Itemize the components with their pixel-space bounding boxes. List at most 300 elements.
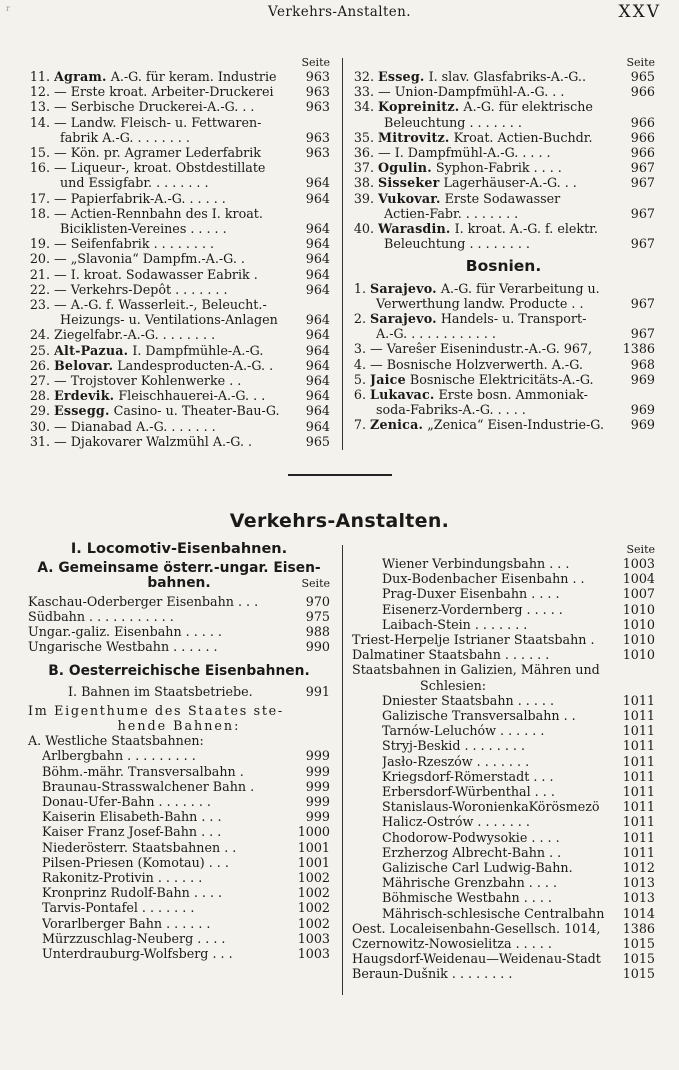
- page-ref: 966: [630, 114, 655, 130]
- entry-number: 4.: [353, 356, 366, 372]
- entry-number: 33.: [353, 84, 374, 100]
- page-ref: 963: [305, 84, 330, 100]
- index-entry: [28, 251, 330, 266]
- page-ref: 1010: [622, 601, 655, 617]
- entry-text: Braunau-Strasswalchener Bahn .: [42, 778, 255, 794]
- page-ref: 1001: [297, 839, 330, 855]
- entry-keyword: Zenica.: [370, 417, 424, 433]
- entry-text: Actien-Fabr. . . . . . . .: [384, 205, 519, 221]
- entry-number: 12.: [29, 84, 50, 100]
- page-ref: 964: [305, 281, 330, 297]
- index-entry: [42, 900, 330, 915]
- entry-number: 31.: [29, 433, 50, 449]
- entry-number: 3.: [353, 341, 366, 357]
- entry-number: 21.: [29, 266, 50, 282]
- page-ref: 966: [630, 145, 655, 161]
- page-number: XXV: [618, 2, 661, 22]
- entry-number: 17.: [29, 190, 50, 206]
- entry-text: Zenica. „Zenica“ Eisen-Industrie-G.: [370, 417, 605, 433]
- page-ref: 963: [305, 99, 330, 115]
- index-entry: [28, 115, 330, 130]
- entry-text: — Union-Dampfmühl-A.-G. . .: [378, 84, 565, 100]
- entry-number: 22.: [29, 281, 50, 297]
- index-entry: [28, 206, 330, 221]
- index-entry-continuation: [352, 206, 655, 221]
- index-entry-continuation: [352, 236, 655, 251]
- index-entry: [28, 373, 330, 388]
- entry-number: 24.: [29, 327, 50, 343]
- entry-text: Stryj-Beskid . . . . . . . .: [382, 738, 525, 754]
- index-entry: [382, 586, 655, 601]
- index-entry: [352, 387, 655, 402]
- page-ref: 1011: [622, 768, 655, 784]
- page-ref: 966: [630, 84, 655, 100]
- entry-number: 25.: [29, 342, 50, 358]
- entry-text: Niederösterr. Staatsbahnen . .: [42, 839, 237, 855]
- page-ref: 964: [305, 418, 330, 434]
- entry-text: — I. Dampfmühl-A.-G. . . . .: [378, 145, 551, 161]
- index-entry: [352, 341, 655, 356]
- index-entry: [28, 160, 330, 175]
- page-ref: 1011: [622, 692, 655, 708]
- index-entry-continuation: [352, 402, 655, 417]
- entry-number: 40.: [353, 221, 374, 237]
- entry-text: Kaiserin Elisabeth-Bahn . . .: [42, 809, 222, 825]
- page-ref: 1003: [297, 946, 330, 962]
- index-entry: [42, 855, 330, 870]
- index-entry: [42, 916, 330, 931]
- top-left-column: [28, 56, 330, 449]
- page-ref: 1011: [622, 738, 655, 754]
- entry-text: Sisseker Lagerhäuser-A.-G. . .: [378, 175, 577, 191]
- entry-text: Sarajevo. A.-G. für Verarbeitung u.: [370, 280, 600, 296]
- entry-text: Stanislaus-WoronienkaKörösmezö: [382, 799, 600, 815]
- entry-text: Halicz-Ostrów . . . . . . .: [382, 814, 530, 830]
- entry-text: Wiener Verbindungsbahn . . .: [382, 556, 570, 571]
- entry-text: — Kön. pr. Agramer Lederfabrik: [54, 145, 261, 161]
- westliche-heading: A. Westliche Staatsbahnen:: [28, 733, 204, 749]
- entry-keyword: Sarajevo.: [370, 311, 437, 327]
- seite-label: Seite: [626, 543, 655, 556]
- page-ref: 1011: [622, 753, 655, 769]
- entry-keyword: Agram.: [54, 69, 107, 84]
- page-ref: 1002: [297, 915, 330, 931]
- entry-text: Jaice Bosnische Elektricitäts-A.-G.: [370, 371, 594, 387]
- entry-number: 37.: [353, 160, 374, 176]
- galizien-heading-line1: Staatsbahnen in Galizien, Mähren und: [352, 662, 600, 678]
- entry-keyword: Vukovar.: [378, 190, 441, 206]
- entry-text: — I. kroat. Sodawasser Eabrik .: [54, 266, 258, 282]
- index-entry: [28, 594, 330, 609]
- entry-text: Galizische Transversalbahn . .: [382, 708, 576, 724]
- section-title: Verkehrs-Anstalten.: [229, 510, 450, 532]
- page-ref: 1013: [622, 875, 655, 891]
- page-ref: 963: [305, 145, 330, 161]
- index-entry: [28, 69, 330, 84]
- page-ref: 1011: [622, 799, 655, 815]
- entry-text: — Actien-Rennbahn des I. kroat.: [54, 205, 263, 221]
- index-entry: [28, 84, 330, 99]
- entry-keyword: Warasdin.: [378, 221, 451, 237]
- entry-keyword: Essegg.: [54, 403, 110, 419]
- index-entry-continuation: [28, 130, 330, 145]
- entry-text: Kronprinz Rudolf-Bahn . . . .: [42, 885, 223, 901]
- entry-text: und Essigfabr. . . . . . . .: [60, 175, 209, 191]
- page-ref: 1014: [622, 905, 655, 921]
- index-entry: [382, 769, 655, 784]
- index-entry-continuation: [352, 326, 655, 341]
- page-ref: 999: [305, 778, 330, 794]
- entry-number: 2.: [353, 311, 366, 327]
- index-entry: [42, 809, 330, 824]
- index-entry: [352, 221, 655, 236]
- heading-gemeinsame-line2: bahnen.: [147, 575, 211, 592]
- entry-text: Erdevik. Fleischhauerei-A.-G. . .: [54, 388, 266, 404]
- entry-keyword: Sarajevo.: [370, 280, 437, 296]
- entry-text: Agram. A.-G. für keram. Industrie: [54, 69, 277, 84]
- index-entry: [42, 885, 330, 900]
- index-entry: [352, 145, 655, 160]
- entry-text: — Trojstover Kohlenwerke . .: [54, 373, 242, 389]
- page-ref: 975: [305, 608, 330, 624]
- page-ref: 964: [305, 403, 330, 419]
- index-entry: [28, 297, 330, 312]
- entry-text: Laibach-Stein . . . . . . .: [382, 616, 528, 632]
- entry-text: — Erste kroat. Arbeiter-Druckerei: [54, 84, 274, 100]
- index-entry: [42, 870, 330, 885]
- page-ref: 964: [305, 388, 330, 404]
- page-ref: 1003: [297, 930, 330, 946]
- entry-text: Mürzzuschlag-Neuberg . . . .: [42, 930, 226, 946]
- index-entry: [352, 160, 655, 175]
- page-ref: 1011: [622, 784, 655, 800]
- entry-text: — Liqueur-, kroat. Obstdestillate: [54, 160, 266, 176]
- entry-text: Unterdrauburg-Wolfsberg . . .: [42, 946, 233, 962]
- page-ref: 970: [305, 593, 330, 609]
- index-entry: [382, 571, 655, 586]
- page-ref: 1007: [622, 586, 655, 602]
- entry-text: Beleuchtung . . . . . . .: [384, 114, 522, 130]
- index-entry: [352, 632, 655, 647]
- seite-label: Seite: [301, 56, 330, 69]
- entry-keyword: Esseg.: [378, 69, 425, 84]
- index-entry: [28, 419, 330, 434]
- page-ref: 964: [305, 266, 330, 282]
- entry-number: 29.: [29, 403, 50, 419]
- page-ref: 965: [630, 69, 655, 84]
- index-entry: [42, 840, 330, 855]
- page-ref: 969: [630, 402, 655, 418]
- page-ref: 964: [305, 357, 330, 373]
- page-ref: 967: [630, 205, 655, 221]
- index-entry: [28, 236, 330, 251]
- corner-mark: r: [6, 4, 10, 13]
- index-entry: [28, 434, 330, 449]
- entry-number: 34.: [353, 99, 374, 115]
- index-entry: [42, 931, 330, 946]
- entry-text: soda-Fabriks-A.-G. . . . .: [376, 402, 526, 418]
- galizien-heading-line2: Schlesien:: [420, 677, 487, 693]
- index-entry: [382, 784, 655, 799]
- entry-text: Beleuchtung . . . . . . . .: [384, 236, 530, 252]
- index-entry: [382, 814, 655, 829]
- index-entry: [352, 966, 655, 981]
- entry-keyword: Mitrovitz.: [378, 129, 450, 145]
- entry-text: Dux-Bodenbacher Eisenbahn . .: [382, 571, 585, 587]
- entry-text: fabrik A.-G. . . . . . . .: [60, 129, 190, 145]
- index-entry: [382, 890, 655, 905]
- entry-text: — Landw. Fleisch- u. Fettwaren-: [54, 114, 262, 130]
- entry-text: Ziegelfabr.-A.-G. . . . . . . .: [54, 327, 216, 343]
- bottom-left-column: [28, 542, 330, 961]
- page-ref: 1386: [622, 920, 655, 936]
- entry-text: Kopreinitz. A.-G. für elektrische: [378, 99, 593, 115]
- entry-keyword: Belovar.: [54, 357, 114, 373]
- entry-text: Erzherzog Albrecht-Bahn . .: [382, 844, 562, 860]
- index-entry: [352, 99, 655, 114]
- top-right-column: [352, 56, 655, 433]
- entry-text: Vukovar. Erste Sodawasser: [378, 190, 561, 206]
- entry-text: — Dianabad A.-G. . . . . . .: [54, 418, 216, 434]
- entry-text: Ogulin. Syphon-Fabrik . . . .: [378, 160, 562, 176]
- entry-text: Galizische Carl Ludwig-Bahn.: [382, 860, 573, 876]
- index-entry: [28, 267, 330, 282]
- page-ref: 1001: [297, 854, 330, 870]
- entry-number: 18.: [29, 205, 50, 221]
- index-entry: [382, 860, 655, 875]
- entry-keyword: Alt-Pazua.: [54, 342, 129, 358]
- index-entry: [42, 764, 330, 779]
- entry-number: 30.: [29, 418, 50, 434]
- index-entry: [382, 723, 655, 738]
- entry-number: 1.: [353, 280, 366, 296]
- page-ref: 1002: [297, 900, 330, 916]
- page-ref: 1002: [297, 870, 330, 886]
- heading-gemeinsame-line1: A. Gemeinsame österr.-ungar. Eisen-: [37, 560, 321, 577]
- index-entry: [352, 69, 655, 84]
- page-ref: 1011: [622, 844, 655, 860]
- page-ref: 1015: [622, 951, 655, 967]
- page-ref: 1013: [622, 890, 655, 906]
- entry-text: Mitrovitz. Kroat. Actien-Buchdr.: [378, 129, 593, 145]
- entry-keyword: Lukavac.: [370, 387, 435, 403]
- page-ref: 1010: [622, 647, 655, 663]
- page-ref: 1015: [622, 966, 655, 982]
- index-entry: [28, 145, 330, 160]
- index-entry: [352, 281, 655, 296]
- entry-text: Prag-Duxer Eisenbahn . . . .: [382, 586, 560, 602]
- index-entry: [382, 875, 655, 890]
- entry-number: 23.: [29, 297, 50, 313]
- page-ref: 964: [305, 175, 330, 191]
- page-ref: 964: [305, 251, 330, 267]
- entry-number: 26.: [29, 357, 50, 373]
- page-ref: 964: [305, 190, 330, 206]
- page-ref: 967: [630, 326, 655, 342]
- index-entry: [28, 639, 330, 654]
- page-ref: 1012: [622, 860, 655, 876]
- column-divider: [342, 545, 343, 995]
- entry-text: — A.-G. f. Wasserleit.-, Beleucht.-: [54, 297, 267, 313]
- index-entry: [42, 794, 330, 809]
- index-entry: [382, 830, 655, 845]
- bottom-right-column: [352, 543, 655, 982]
- page-ref: 964: [305, 221, 330, 237]
- entry-text: Belovar. Landesproducten-A.-G. .: [54, 357, 274, 373]
- page-ref: 999: [305, 748, 330, 764]
- index-entry: [352, 357, 655, 372]
- page-ref: 1011: [622, 723, 655, 739]
- column-divider: [342, 58, 343, 450]
- entry-text: Böhmische Westbahn . . . .: [382, 890, 552, 906]
- seite-label: Seite: [626, 56, 655, 69]
- entry-number: 20.: [29, 251, 50, 267]
- index-entry: [42, 779, 330, 794]
- entry-text: Heizungs- u. Ventilations-Anlagen: [60, 312, 278, 328]
- entry-text: Jasło-Rzeszów . . . . . . .: [382, 753, 530, 769]
- index-entry: [352, 417, 655, 432]
- page-ref: 964: [305, 312, 330, 328]
- page-ref: 1004: [622, 571, 655, 587]
- index-entry: [28, 282, 330, 297]
- running-title: Verkehrs-Anstalten.: [268, 4, 411, 20]
- page-ref: 999: [305, 794, 330, 810]
- entry-text: Chodorow-Podwysokie . . . .: [382, 829, 560, 845]
- entry-number: 38.: [353, 175, 374, 191]
- entry-text: — „Slavonia“ Dampfm.-A.-G. .: [54, 251, 245, 267]
- entry-text: Vorarlberger Bahn . . . . . .: [42, 915, 211, 931]
- page-ref: 969: [630, 417, 655, 433]
- page-ref: 1011: [622, 708, 655, 724]
- index-entry: [352, 191, 655, 206]
- entry-keyword: Kopreinitz.: [378, 99, 460, 115]
- entry-text: Tarnów-Leluchów . . . . . .: [382, 723, 545, 739]
- index-entry: [28, 624, 330, 639]
- entry-keyword: Ogulin.: [378, 160, 432, 176]
- entry-text: Kaschau-Oderberger Eisenbahn . . .: [28, 593, 259, 609]
- entry-text: Esseg. I. slav. Glasfabriks-A.-G..: [378, 69, 586, 84]
- index-entry: [382, 754, 655, 769]
- eigenthum-line1: Im Eigenthume des Staates ste-: [28, 702, 284, 718]
- heading-oesterreichische: B. Oesterreichische Eisenbahnen.: [48, 663, 310, 680]
- entry-text: Arlbergbahn . . . . . . . . .: [42, 748, 196, 764]
- index-entry: [28, 358, 330, 373]
- entry-text: Böhm.-mähr. Transversalbahn .: [42, 763, 244, 779]
- index-entry-continuation: [28, 312, 330, 327]
- index-entry: [352, 311, 655, 326]
- entry-number: 6.: [353, 387, 366, 403]
- page-ref: 1002: [297, 885, 330, 901]
- entry-number: 19.: [29, 236, 50, 252]
- index-entry: [382, 738, 655, 753]
- index-entry: [28, 191, 330, 206]
- entry-number: 39.: [353, 190, 374, 206]
- index-entry: [352, 84, 655, 99]
- bosnien-heading: Bosnien.: [465, 257, 542, 276]
- page-ref: 964: [305, 236, 330, 252]
- page-ref: 963: [305, 69, 330, 84]
- entry-keyword: Jaice: [370, 371, 406, 387]
- entry-text: Kriegsdorf-Römerstadt . . .: [382, 768, 554, 784]
- entry-text: Triest-Herpelje Istrianer Staatsbahn .: [352, 632, 595, 648]
- entry-text: — Vareŝer Eisenindustr.-A.-G. 967,: [370, 341, 593, 357]
- entry-text: Beraun-Dušnik . . . . . . . .: [352, 966, 513, 982]
- entry-text: — Verkehrs-Depôt . . . . . . .: [54, 281, 228, 297]
- entry-text: Verwerthung landw. Producte . .: [376, 295, 584, 311]
- entry-text: Dalmatiner Staatsbahn . . . . . .: [352, 647, 550, 663]
- entry-text: Eisenerz-Vordernberg . . . . .: [382, 601, 563, 617]
- heading-locomotiv: I. Locomotiv-Eisenbahnen.: [70, 541, 288, 557]
- entry-number: 28.: [29, 388, 50, 404]
- index-entry: [28, 99, 330, 114]
- entry-number: 16.: [29, 160, 50, 176]
- entry-text: Sarajevo. Handels- u. Transport-: [370, 311, 587, 327]
- index-entry-continuation: [28, 221, 330, 236]
- index-entry-continuation: [352, 296, 655, 311]
- entry-keyword: Sisseker: [378, 175, 440, 191]
- index-entry: [28, 609, 330, 624]
- index-entry: [28, 403, 330, 418]
- entry-keyword: Erdevik.: [54, 388, 115, 404]
- index-entry-continuation: [352, 115, 655, 130]
- page-ref: 999: [305, 763, 330, 779]
- page-ref: 988: [305, 624, 330, 640]
- index-entry: [382, 556, 655, 571]
- index-entry: [352, 647, 655, 662]
- entry-number: 13.: [29, 99, 50, 115]
- entry-text: Tarvis-Pontafel . . . . . . .: [42, 900, 195, 916]
- page-ref: 1010: [622, 632, 655, 648]
- entry-text: Pilsen-Priesen (Komotau) . . .: [42, 854, 229, 870]
- entry-text: Lukavac. Erste bosn. Ammoniak-: [370, 387, 588, 403]
- entry-number: 27.: [29, 373, 50, 389]
- entry-text: Kaiser Franz Josef-Bahn . . .: [42, 824, 222, 840]
- entry-number: 36.: [353, 145, 374, 161]
- entry-text: Oest. Localeisenbahn-Gesellsch. 1014,: [352, 920, 601, 936]
- page-ref: 964: [305, 342, 330, 358]
- index-entry: [382, 906, 655, 921]
- page-ref: 964: [305, 327, 330, 343]
- entry-text: Warasdin. I. kroat. A.-G. f. elektr.: [378, 221, 598, 237]
- index-entry: [352, 372, 655, 387]
- page-ref: 964: [305, 373, 330, 389]
- index-entry: [28, 343, 330, 358]
- index-entry: [382, 693, 655, 708]
- entry-text: — Papierfabrik-A.-G. . . . . .: [54, 190, 226, 206]
- index-entry: [42, 824, 330, 839]
- page-ref: 1386: [622, 341, 655, 357]
- entry-text: — Djakovarer Walzmühl A.-G. .: [54, 433, 253, 449]
- entry-number: 14.: [29, 114, 50, 130]
- page-ref: 1010: [622, 616, 655, 632]
- seite-label: Seite: [301, 577, 330, 591]
- page-ref: 968: [630, 356, 655, 372]
- entry-number: 11.: [29, 69, 50, 84]
- page-ref: 1015: [622, 936, 655, 952]
- index-entry: [42, 946, 330, 961]
- index-entry: [382, 708, 655, 723]
- entry-text: Rakonitz-Protivin . . . . . .: [42, 870, 203, 886]
- index-entry: [28, 388, 330, 403]
- index-entry: [352, 175, 655, 190]
- index-entry-continuation: [28, 175, 330, 190]
- page-ref: 963: [305, 129, 330, 145]
- entry-text: Alt-Pazua. I. Dampfmühle-A.-G.: [54, 342, 264, 358]
- page-ref: 969: [630, 371, 655, 387]
- index-entry: [382, 617, 655, 632]
- entry-text: — Seifenfabrik . . . . . . . .: [54, 236, 215, 252]
- page-ref: 967: [630, 160, 655, 176]
